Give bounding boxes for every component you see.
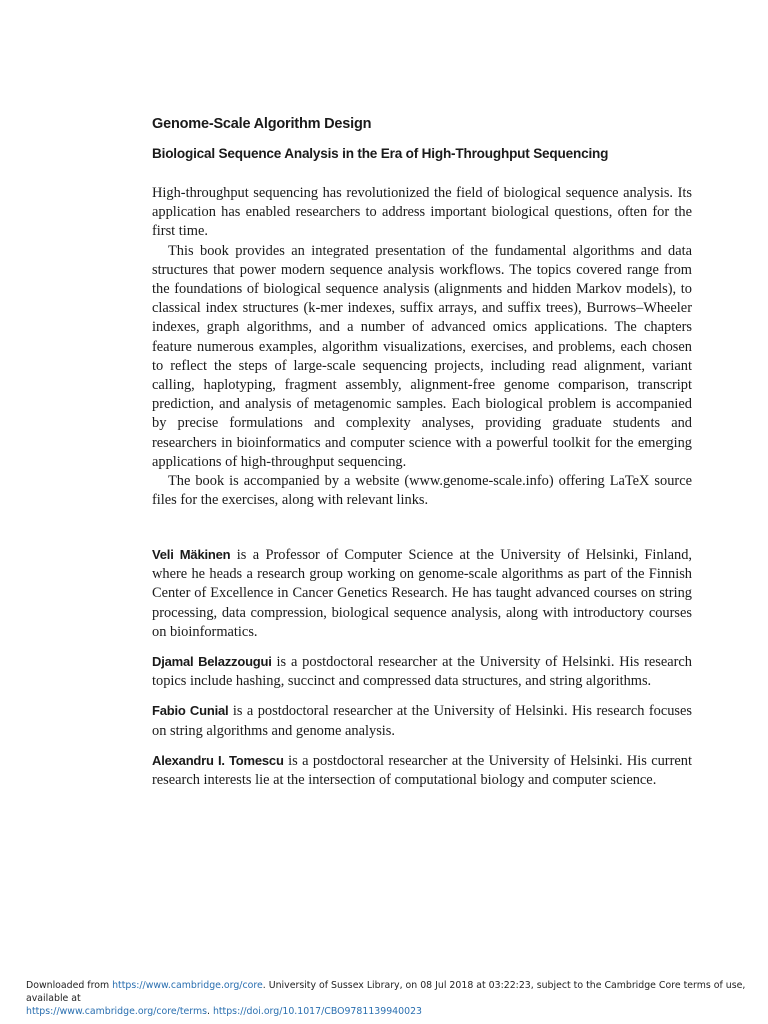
description-paragraph: The book is accompanied by a website (www.genome-scale.info) offering LaTeX source files for the exercises, along with relevant links. xyxy=(152,473,692,509)
footer-separator: . xyxy=(206,1006,213,1017)
author-bio xyxy=(152,701,692,740)
description-paragraph: High-throughput sequencing has revolutionized the field of biological sequence analysis. Its application has enabled researchers to address important biological questions, often for the first time. xyxy=(152,185,692,240)
author-name: Djamal Belazzougui xyxy=(152,654,272,670)
book-subtitle: Biological Sequence Analysis in the Era of High-Throughput Sequencing xyxy=(152,146,609,161)
description-paragraph: This book provides an integrated presentation of the fundamental algorithms and data structures that power modern sequence analysis workflows. The topics covered range from the foundations of biological sequence analysis (alignments and hidden Markov models), to classical index structures (k-mer indexes, suffix arrays, and suffix trees), Burrows–Wheeler indexes, graph algorithms, and a number of advanced omics applications. The chapters feature numerous examples, algorithm visualizations, exercises, and problems, each chosen to reflect the steps of large-scale sequencing projects, including read alignment, variant calling, haplotyping, fragment assembly, alignment-free genome comparison, transcript prediction, and analysis of metagenomic samples. Each biological problem is accompanied by precise formulations and complexity analyses, providing graduate students and researchers in bioinformatics and computer science with a powerful toolkit for the emerging applications of high-throughput sequencing. xyxy=(152,242,692,470)
author-bio xyxy=(152,751,692,790)
cambridge-core-link[interactable]: https://www.cambridge.org/core xyxy=(112,980,263,991)
author-bio xyxy=(152,652,692,691)
author-name: Alexandru I. Tomescu xyxy=(152,752,284,768)
doi-link[interactable]: https://doi.org/10.1017/CBO9781139940023 xyxy=(212,1006,423,1017)
author-bio-text: is a postdoctoral researcher at the University of Helsinki. His research focuses on string algorithms and genome analysis. xyxy=(152,703,692,739)
author-name: Fabio Cunial xyxy=(152,703,229,719)
book-description xyxy=(152,184,692,510)
author-bios xyxy=(152,545,692,800)
author-bio-text: is a postdoctoral researcher at the University of Helsinki. His research topics include hashing, succinct and compressed data structures, and string algorithms. xyxy=(152,654,693,690)
book-title: Genome-Scale Algorithm Design xyxy=(152,116,372,132)
download-footer xyxy=(26,979,756,1018)
author-bio-text: is a Professor of Computer Science at the University of Helsinki, Finland, where he heads a research group working on genome-scale algorithms as part of the Finnish Center of Excellence in Cancer Genetics Research. He has taught advanced courses on string processing, data compression, biological sequence analysis, along with introductory courses on bioinformatics. xyxy=(152,547,692,640)
author-name: Veli Mäkinen xyxy=(152,547,231,562)
terms-link[interactable]: https://www.cambridge.org/core/terms xyxy=(26,1006,207,1017)
author-bio-text: is a postdoctoral researcher at the University of Helsinki. His current research interests lie at the intersection of computational biology and computer science. xyxy=(152,752,692,789)
footer-middle: . University of Sussex Library, on 08 Jul 2018 at 03:22:23, subject to the Cambridge Core terms of use, available at xyxy=(26,980,746,1004)
author-bio xyxy=(152,545,692,642)
footer-prefix: Downloaded from xyxy=(26,980,113,991)
